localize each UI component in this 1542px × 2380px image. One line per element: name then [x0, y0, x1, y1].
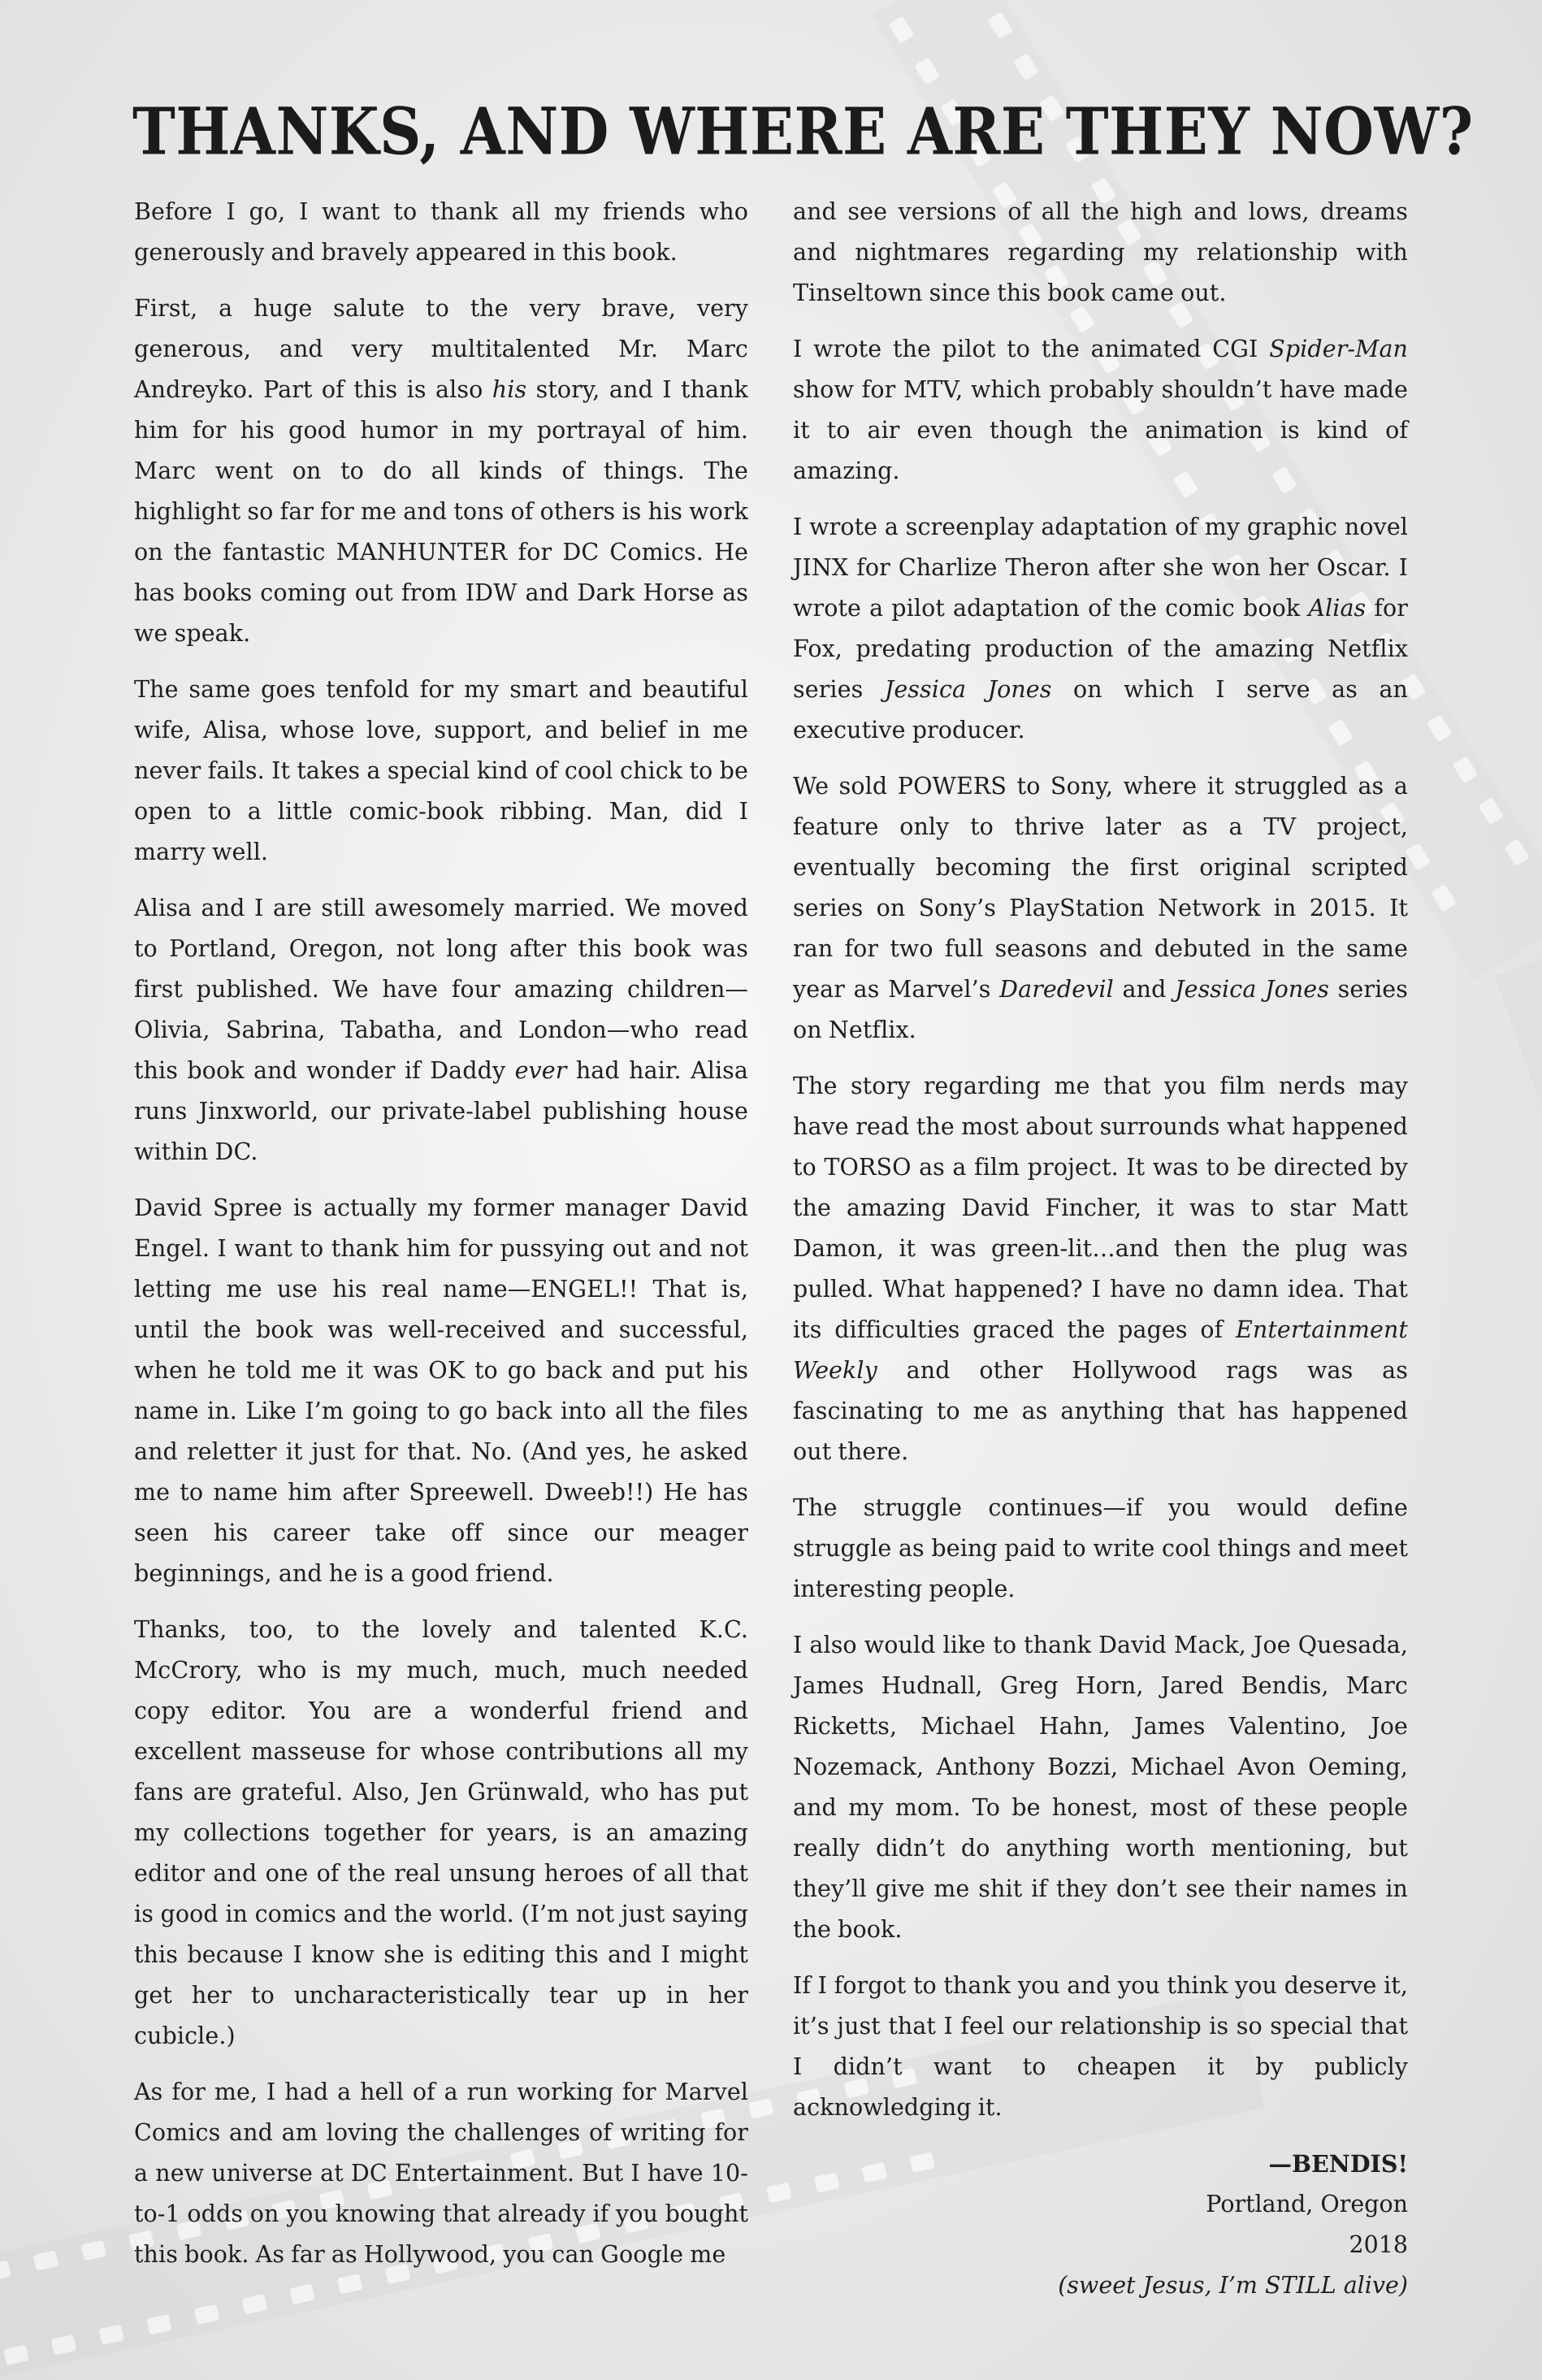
paragraph — [134, 1610, 748, 2057]
italic-text: Jessica Jones — [884, 676, 1052, 703]
signature-block — [793, 2144, 1408, 2306]
paragraph-text: on which I serve as an executive producer. — [793, 676, 1409, 743]
paragraph-text: show for MTV, which probably shouldn’t have made it to air even though the animation is kind of amazing. — [793, 376, 1408, 484]
italic-text: Daredevil — [999, 976, 1114, 1003]
paragraph-text: We sold POWERS to Sony, where it struggled as a feature only to thrive later as a TV project, eventually becoming the first original scripted series on Sony’s PlayStation Network in 2015. It ran for two full seasons and debuted in the same year as Marvel’s — [793, 773, 1408, 1003]
paragraph — [793, 507, 1408, 751]
signature-name: —BENDIS! — [1268, 2150, 1408, 2178]
paragraph-text: series on Netflix. — [793, 976, 1409, 1043]
paragraph — [134, 888, 748, 1173]
paragraph-text: The story regarding me that you film nerds may have read the most about surrounds what happened to TORSO as a film project. It was to be directed by the amazing David Fincher, it was to star Matt Damon, it was green-lit…and then the plug was pulled. What happened? I have no damn idea. That its difficulties graced the pages of — [793, 1073, 1408, 1343]
paragraph-text: I also would like to thank David Mack, Joe Quesada, James Hudnall, Greg Horn, Jared Bendis, Marc Ricketts, Michael Hahn, James Valentino, Joe Nozemack, Anthony Bozzi, Michael Avon Oeming, and my mom. To be honest, most of these people really didn’t do anything worth mentioning, but they’ll give me shit if they don’t see their names in the book. — [793, 1632, 1408, 1943]
paragraph — [793, 329, 1408, 492]
paragraph-text: Alisa and I are still awesomely married. We moved to Portland, Oregon, not long after this book was first published. We have four amazing children—Olivia, Sabrina, Tabatha, and London—who read this book and wonder if Daddy — [134, 895, 748, 1084]
right-column-body — [793, 192, 1408, 2128]
italic-text: Entertainment Weekly — [793, 1316, 1408, 1384]
paragraph — [793, 192, 1408, 314]
paragraph-text: and see versions of all the high and lows, dreams and nightmares regarding my relationship with Tinseltown since this book came out. — [793, 198, 1408, 306]
paragraph — [793, 1966, 1408, 2128]
left-column — [134, 192, 748, 2291]
paragraph-text: had hair. Alisa runs Jinxworld, our private-label publishing house within DC. — [134, 1057, 749, 1165]
paragraph-text: The struggle continues—if you would define struggle as being paid to write cool things and meet interesting people. — [793, 1494, 1408, 1602]
italic-text: ever — [514, 1057, 567, 1084]
paragraph — [134, 192, 748, 273]
paragraph-text: Before I go, I want to thank all my friends who generously and bravely appeared in this book. — [134, 198, 748, 266]
paragraph-text: David Spree is actually my former manager David Engel. I want to thank him for pussying out and not letting me use his real name—ENGEL!! That is, until the book was well-received and successful, when he told me it was OK to go back and put his name in. Like I’m going to go back into all the files and reletter it just for that. No. (And yes, he asked me to name him after Spreewell. Dweeb!!) He has seen his career take off since our meager beginnings, and he is a good friend. — [134, 1194, 748, 1587]
paragraph-text: story, and I thank him for his good humor in my portrayal of him. Marc went on to do all kinds of things. The highlight so far for me and tons of others is his work on the fantastic MANHUNTER for DC Comics. He has books coming out from IDW and Dark Horse as we speak. — [134, 376, 748, 647]
paragraph — [793, 1625, 1408, 1950]
paragraph — [134, 670, 748, 873]
signature-year: 2018 — [1349, 2231, 1408, 2258]
right-column — [793, 192, 1408, 2306]
signature-location: Portland, Oregon — [1206, 2191, 1408, 2217]
italic-text: his — [492, 376, 527, 403]
italic-text: Jessica Jones — [1175, 976, 1330, 1003]
paragraph-text: I wrote the pilot to the animated CGI — [793, 336, 1270, 362]
paragraph-text: and other Hollywood rags was as fascinating to me as anything that has happened out there. — [793, 1357, 1408, 1465]
paragraph — [793, 766, 1408, 1051]
paragraph — [793, 1488, 1408, 1610]
paragraph — [134, 2072, 748, 2275]
paragraph-text: First, a huge salute to the very brave, very generous, and very multitalented Mr. Marc Andreyko. Part of this is also — [134, 295, 748, 403]
paragraph-text: for Fox, predating production of the amazing Netflix series — [793, 595, 1408, 703]
paragraph-text: As for me, I had a hell of a run working for Marvel Comics and am loving the challenges of writing for a new universe at DC Entertainment. But I have 10-to-1 odds on you knowing that already if you bought this book. As far as Hollywood, you can Google me — [134, 2079, 748, 2268]
italic-text: Spider-Man — [1269, 336, 1408, 362]
paragraph — [793, 1066, 1408, 1472]
paragraph — [134, 288, 748, 654]
paragraph-text: If I forgot to thank you and you think you deserve it, it’s just that I feel our relationship is so special that I didn’t want to cheapen it by publicly acknowledging it. — [793, 1972, 1408, 2121]
paragraph — [134, 1188, 748, 1594]
italic-text: Alias — [1308, 595, 1367, 622]
paragraph-text: and — [1113, 976, 1176, 1003]
paragraph-text: I wrote a screenplay adaptation of my graphic novel JINX for Charlize Theron after she won her Oscar. I wrote a pilot adaptation of the comic book — [793, 514, 1408, 622]
paragraph-text: The same goes tenfold for my smart and beautiful wife, Alisa, whose love, support, and belief in me never fails. It takes a special kind of cool chick to be open to a little comic-book ribbing. Man, did I marry well. — [134, 676, 748, 865]
page-title: THANKS, AND WHERE ARE THEY NOW? — [132, 93, 1474, 170]
signature-note: (sweet Jesus, I’m STILL alive) — [1058, 2272, 1408, 2299]
paragraph-text: Thanks, too, to the lovely and talented K.C. McCrory, who is my much, much, much needed copy editor. You are a wonderful friend and excellent masseuse for whose contributions all my fans are grateful. Also, Jen Grünwald, who has put my collections together for years, is an amazing editor and one of the real unsung heroes of all that is good in comics and the world. (I’m not just saying this because I know she is editing this and I might get her to uncharacteristically tear up in her cubicle.) — [134, 1616, 748, 2049]
